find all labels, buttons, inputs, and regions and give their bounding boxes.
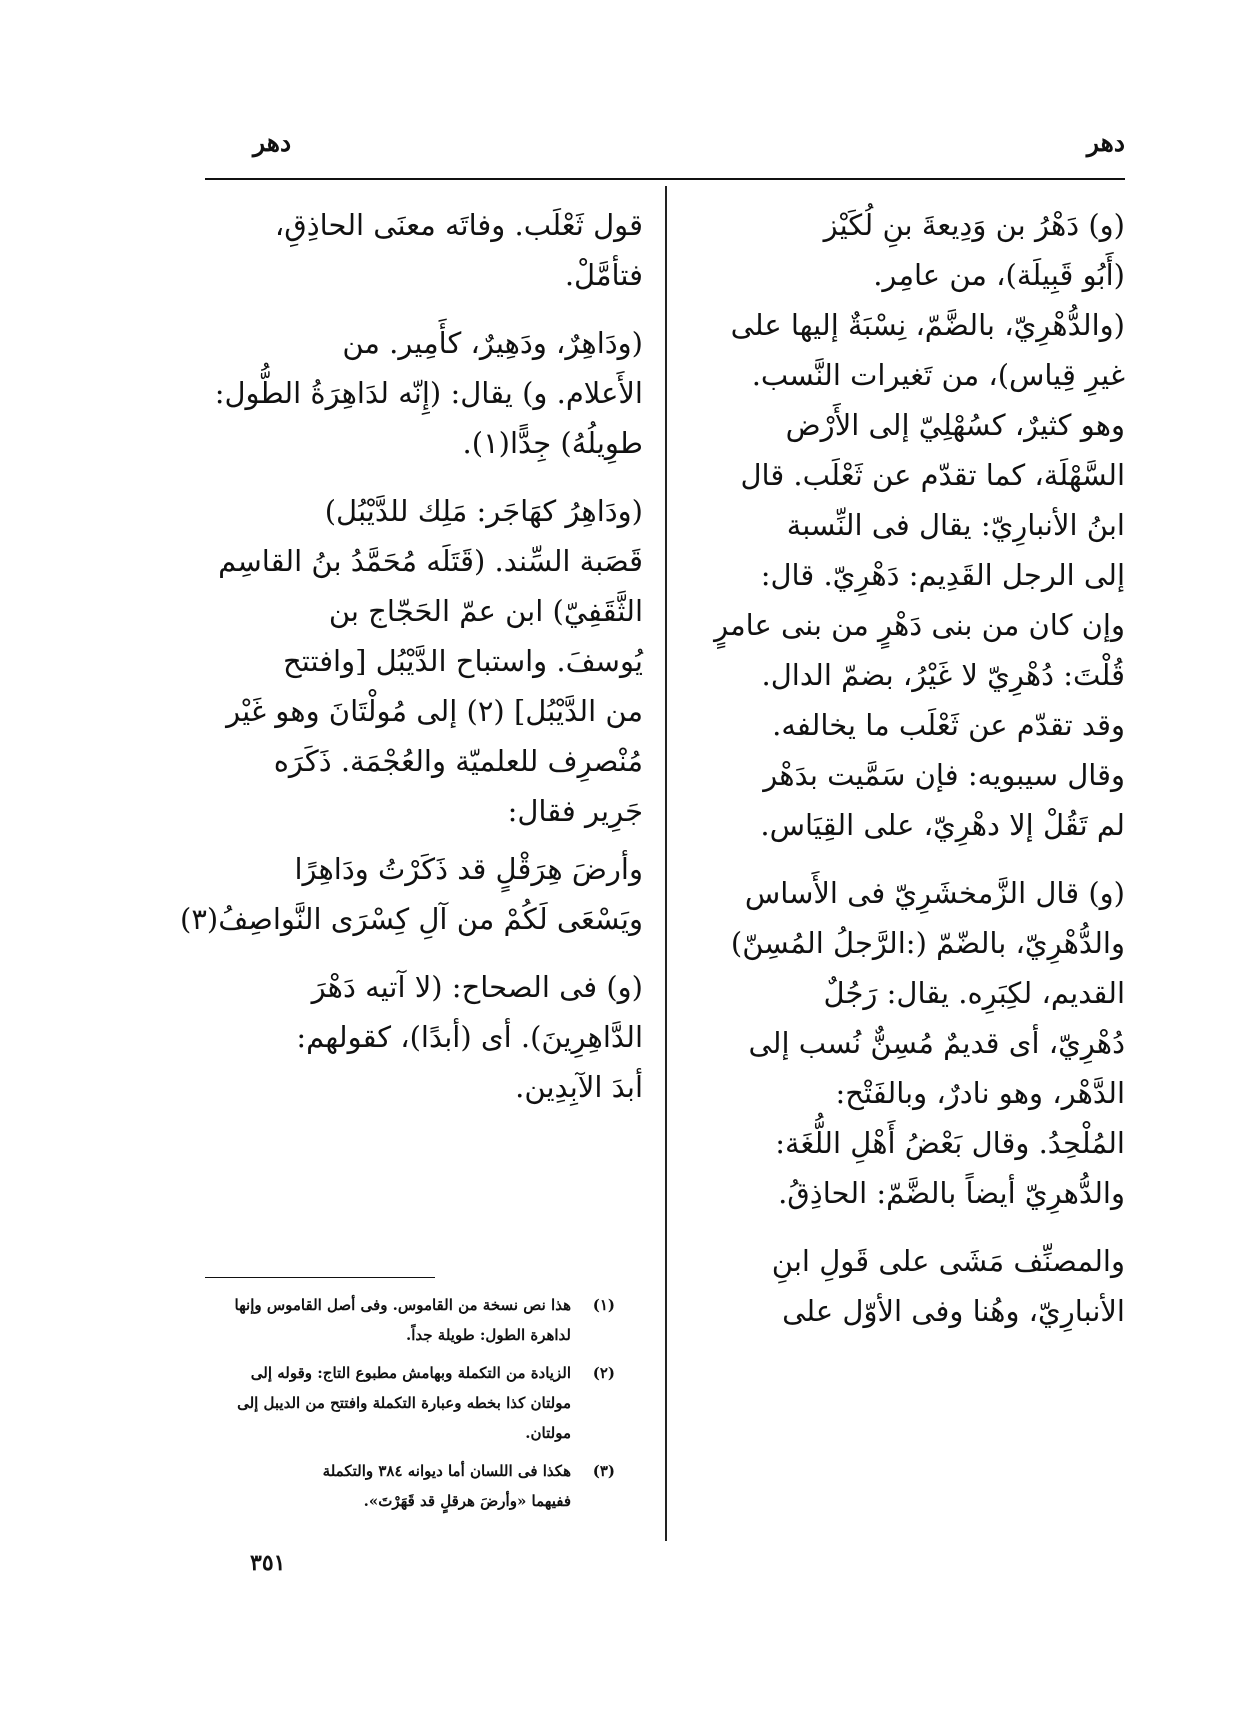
text-line: غيرِ قِياس)، من تَغيرات النَّسب. bbox=[751, 358, 1125, 392]
text-line: (والدُّهْرِيّ، بالضَّمّ، نِسْبَةٌ إليها على bbox=[730, 308, 1125, 342]
footnote-line: هذا نص نسخة من القاموس. وفى أصل القاموس وإنها bbox=[234, 1296, 571, 1314]
footnote-line: الزيادة من التكملة وبهامش مطبوع التاج: وقوله إلى bbox=[250, 1364, 571, 1382]
right-column bbox=[688, 200, 1125, 1336]
footnote bbox=[205, 1358, 615, 1448]
footnote-line: مولتان. bbox=[525, 1424, 571, 1442]
text-line: وهو كثيرٌ، كسُهْلِيّ إلى الأَرْض bbox=[785, 408, 1125, 442]
text-line: (ودَاهِرُ كهَاجَر: مَلِك للدَّيْبُل) bbox=[324, 494, 643, 528]
text-line: الأَعلام. و) يقال: (إِنّه لدَاهِرَةُ الطُّول: bbox=[214, 376, 643, 410]
running-header bbox=[205, 128, 1125, 168]
footnote-number: (٣) bbox=[592, 1462, 615, 1480]
text-line: وإن كان من بنى دَهْرٍ من بنى عامرٍ bbox=[714, 608, 1125, 642]
text-line: إلى الرجل القَدِيم: دَهْرِيّ. قال: bbox=[760, 558, 1125, 592]
paragraph-gap bbox=[205, 300, 643, 318]
page-number: ٣٥١ bbox=[250, 1550, 286, 1576]
text-line: يُوسفَ. واستباح الدَّيْبُل [وافتتح bbox=[282, 644, 643, 678]
footnote-number: (٢) bbox=[592, 1364, 615, 1382]
text-line: الدَّهْر، وهو نادرٌ، وبالفَتْح: bbox=[835, 1076, 1125, 1110]
text-line: وقال سيبويه: فإن سَمَّيت بدَهْر bbox=[763, 758, 1125, 792]
header-word-left: دهر bbox=[253, 128, 292, 157]
text-line: مُنْصرِف للعلميّة والعُجْمَة. ذَكَرَه bbox=[273, 744, 643, 778]
footnote-text bbox=[205, 1290, 571, 1350]
text-line: (ودَاهِرٌ، ودَهِيرٌ، كأَمِير. من bbox=[342, 326, 643, 360]
text-line: ابنُ الأنبارِيّ: يقال فى النِّسبة bbox=[786, 508, 1125, 542]
left-column bbox=[179, 200, 643, 1112]
footnote-text bbox=[205, 1358, 571, 1448]
left-column-body bbox=[205, 200, 643, 836]
footnote-line: لداهرة الطول: طويلة جداً. bbox=[406, 1326, 571, 1344]
left-column-body-2 bbox=[205, 962, 643, 1112]
text-line: أبدَ الآبِدِين. bbox=[515, 1070, 643, 1104]
text-line: (و) فى الصحاح: (لا آتيه دَهْرَ bbox=[311, 970, 643, 1004]
text-line: وأرضَ هِرَقْلٍ قد ذَكَرْتُ ودَاهِرًا bbox=[294, 852, 643, 886]
header-rule bbox=[205, 178, 1125, 180]
text-line: المُلْحِدُ. وقال بَعْضُ أَهْلِ اللُّغَة: bbox=[775, 1126, 1125, 1160]
text-line: قُلْتَ: دُهْرِيّ لا غَيْرُ، بضمّ الدال. bbox=[761, 658, 1125, 692]
text-line: (و) دَهْرُ بن وَدِيعةَ بنِ لُكَيْز bbox=[823, 208, 1125, 242]
paragraph-gap bbox=[688, 850, 1125, 868]
text-line: قَصَبة السِّند. (قَتَلَه مُحَمَّدُ بنُ القاسِم bbox=[218, 544, 643, 578]
text-line: وقد تقدّم عن ثَعْلَب ما يخالفه. bbox=[772, 708, 1125, 742]
footnote-rule bbox=[205, 1277, 435, 1278]
text-line: لم تَقُلْ إلا دهْرِيّ، على القِيَاس. bbox=[760, 808, 1125, 842]
footnote-text bbox=[205, 1456, 571, 1516]
footnote-line: مولتان كذا بخطه وعبارة التكملة وافتتح من الديبل إلى bbox=[237, 1394, 571, 1412]
column-divider bbox=[665, 186, 667, 1541]
text-line: الدَّاهِرِينَ). أى (أبدًا)، كقولهم: bbox=[296, 1020, 643, 1054]
text-line: (و) قال الزَّمخشَرِيّ فى الأَساس bbox=[744, 876, 1125, 910]
footnote-line: ففيهما «وأرضَ هرقلٍ قد قَهَرْتَ». bbox=[363, 1492, 571, 1510]
spacer bbox=[205, 944, 643, 962]
text-line: السَّهْلَة، كما تقدّم عن ثَعْلَب. قال bbox=[740, 458, 1125, 492]
text-line: والدُّهرِيّ أيضاً بالضَّمّ: الحاذِقُ. bbox=[778, 1176, 1125, 1210]
paragraph-gap bbox=[205, 468, 643, 486]
text-line: من الدَّيْبُل] (٢) إلى مُولْتَانَ وهو غَيْر bbox=[226, 694, 643, 728]
footnotes bbox=[205, 1290, 615, 1524]
text-line: الثَّقَفِيّ) ابن عمّ الحَجّاج بن bbox=[328, 594, 643, 628]
text-line: طوِيلُهُ) جِدًّا(١). bbox=[462, 426, 643, 460]
text-line: (أَبُو قَبِيلَة)، من عامِر. bbox=[873, 258, 1125, 292]
text-line: الأنبارِيّ، وهُنا وفى الأوّل على bbox=[782, 1294, 1125, 1328]
footnote bbox=[205, 1456, 615, 1516]
text-line: جَرِير فقال: bbox=[507, 794, 643, 828]
footnote-line: هكذا فى اللسان أما ديوانه ٣٨٤ والتكملة bbox=[322, 1462, 571, 1480]
text-line: دُهْرِيّ، أى قديمٌ مُسِنٌّ نُسب إلى bbox=[748, 1026, 1125, 1060]
footnote-number: (١) bbox=[592, 1296, 615, 1314]
text-line: والمصنِّف مَشَى على قَولِ ابنِ bbox=[771, 1244, 1125, 1278]
text-line: ويَسْعَى لَكُمْ من آلِ كِسْرَى النَّواصِفُ(٣) bbox=[179, 902, 643, 936]
header-word-right: دهر bbox=[1086, 128, 1125, 157]
text-line: فتأمَّلْ. bbox=[564, 258, 643, 292]
text-line: القديم، لكِبَرِه. يقال: رَجُلٌ bbox=[823, 976, 1125, 1010]
paragraph-gap bbox=[688, 1218, 1125, 1236]
poem-verse bbox=[179, 844, 643, 944]
footnote bbox=[205, 1290, 615, 1350]
text-line: والدُّهْرِيّ، بالضّمّ (:الرَّجلُ المُسِنّ) bbox=[730, 926, 1125, 960]
text-line: قول ثَعْلَب. وفاتَه معنَى الحاذِقِ، bbox=[274, 208, 643, 242]
